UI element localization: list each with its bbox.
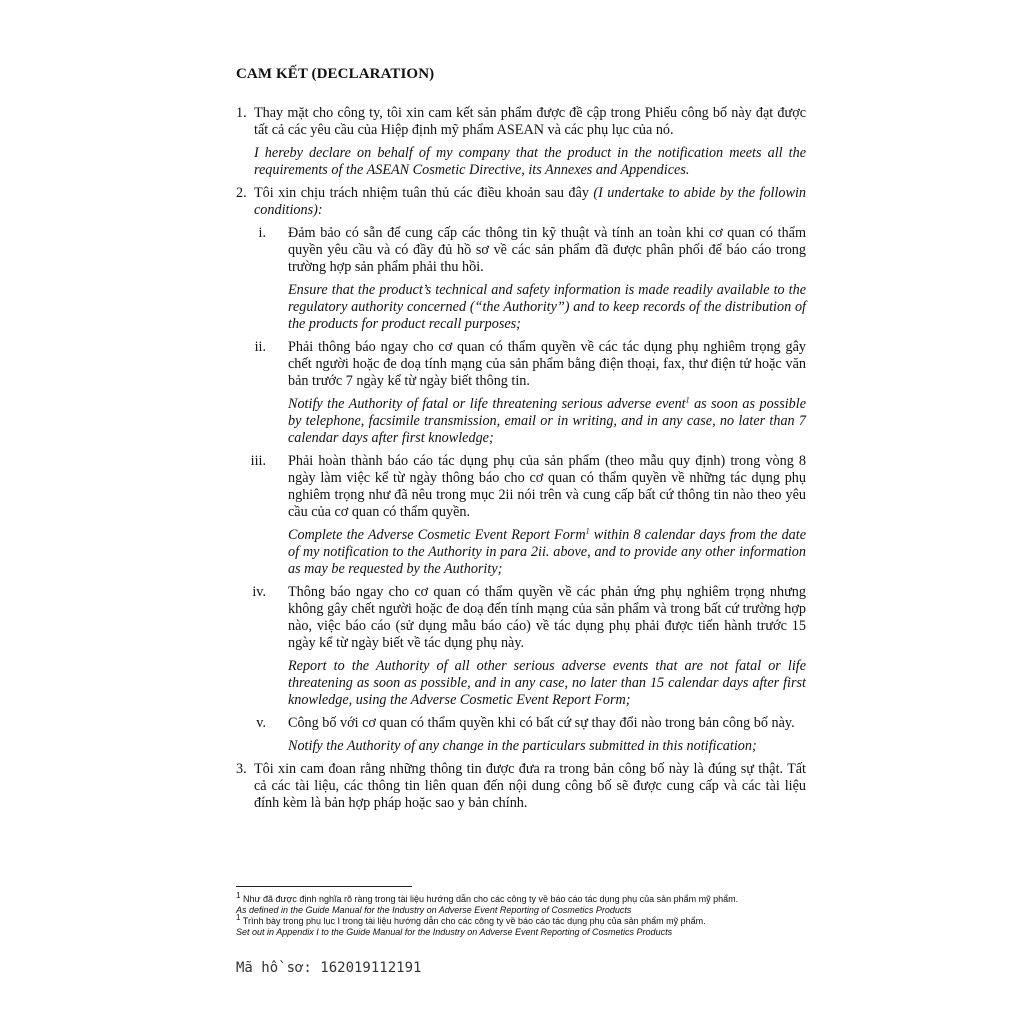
condition-number: iv. (252, 584, 266, 600)
item-number: 1. (236, 105, 247, 121)
condition-text-vi: Thông báo ngay cho cơ quan có thẩm quyền về các phản ứng phụ nghiêm trọng nhưng không gây chết người hoặc đe doạ đến tính mạng của sản phẩm và trong bất cứ trường hợp nào, việc báo cáo (sử dụng mẫu báo cáo) về tác dụng phụ phải được tiến hành trước 15 ngày kể từ ngày biết về tác dụng phụ này. (288, 584, 806, 651)
footnote-mark: 1 (236, 913, 241, 922)
condition-text-vi: Phải hoàn thành báo cáo tác dụng phụ của sản phẩm (theo mẫu quy định) trong vòng 8 ngày làm việc kể từ ngày thông báo cho cơ quan có thẩm quyền về những tác dụng phụ nghiêm trọng như đã nêu trong mục 2ii nói trên và cung cấp bất cứ thông tin nào theo yêu cầu của cơ quan có thẩm quyền. (288, 453, 806, 520)
footnote-1-en: As defined in the Guide Manual for the Industry on Adverse Event Reporting of Cosmetics Products (236, 905, 632, 915)
condition-text-en (288, 396, 806, 447)
footnotes (236, 891, 836, 938)
item-number: 3. (236, 761, 247, 777)
footnote-ref: 1 (685, 395, 690, 405)
item-text-en: I hereby declare on behalf of my company that the product in the notification meets all the requirements of the ASEAN Cosmetic Directive, its Annexes and Appendices. (254, 145, 806, 178)
condition-text-vi: Đảm bảo có sẵn để cung cấp các thông tin kỹ thuật và tính an toàn khi cơ quan có thẩm quyền yêu cầu và có đầy đủ hồ sơ về các sản phẩm đã được phân phối để báo cáo trong trường hợp sản phẩm phải thu hồi. (288, 225, 806, 275)
item-text-vi: Thay mặt cho công ty, tôi xin cam kết sản phẩm được đề cập trong Phiếu công bố này đạt được tất cả các yêu cầu của Hiệp định mỹ phẩm ASEAN và các phụ lục của nó. (254, 105, 806, 138)
condition-text-en-b: as soon as possible by telephone, facsimile transmission, email or in writing, and in any case, no later than 7 calendar days after first knowledge; (288, 396, 806, 446)
condition-i (236, 225, 806, 333)
footnote-2-vi (236, 913, 836, 927)
item-text-vi: Tôi xin chịu trách nhiệm tuân thủ các điều khoản sau đây (254, 185, 589, 201)
condition-v (236, 715, 806, 755)
condition-text-en (288, 527, 806, 578)
declaration-page (236, 66, 806, 812)
item-text-vi: Tôi xin cam đoan rằng những thông tin được đưa ra trong bản công bố này là đúng sự thật. Tất cả các tài liệu, các thông tin liên quan đến nội dung công bố sẽ được cung cấp và các tài liệu đính kèm là bản hợp pháp hoặc sao y bản chính. (254, 761, 806, 811)
condition-text-vi: Công bố với cơ quan có thẩm quyền khi có bất cứ sự thay đổi nào trong bản công bố này. (288, 715, 795, 731)
condition-text-en: Report to the Authority of all other serious adverse events that are not fatal or life threatening as soon as possible, and in any case, no later than 15 calendar days after first knowledge, using the Adverse Cosmetic Event Report Form; (288, 658, 806, 708)
item-number: 2. (236, 185, 247, 201)
footnote-mark: 1 (236, 891, 241, 900)
footnote-2-en: Set out in Appendix I to the Guide Manual for the Industry on Adverse Event Reporting of Cosmetics Products (236, 927, 673, 937)
record-code: Mã hồ sơ: 162019112191 (236, 960, 422, 976)
item-text-en: (I undertake to abide by the followin conditions): (254, 185, 807, 218)
footnote-ref: 1 (585, 526, 590, 536)
condition-text-en-b: within 8 calendar days from the date of my notification to the Authority in para 2ii. above, and to provide any other information as may be requested by the Authority; (288, 527, 806, 577)
condition-text-en-a: Complete the Adverse Cosmetic Event Report Form (288, 527, 586, 543)
declaration-item-3 (236, 761, 806, 812)
footnote-text-vi: Như đã được định nghĩa rõ ràng trong tài liệu hướng dẫn cho các công ty về báo cáo tác dụng phụ của sản phẩm mỹ phẩm. (240, 894, 739, 904)
condition-text-en: Notify the Authority of any change in the particulars submitted in this notification; (288, 738, 757, 754)
condition-number: i. (258, 225, 266, 241)
condition-iii (236, 453, 806, 578)
condition-number: iii. (250, 453, 266, 469)
page-title: CAM KẾT (DECLARATION) (236, 66, 435, 82)
condition-iv (236, 584, 806, 709)
footnote-separator (236, 886, 412, 887)
footnote-1-vi (236, 891, 836, 905)
footnote-text-vi: Trình bày trong phụ lục I trong tài liệu hướng dẫn cho các công ty về báo cáo tác dụng phụ của sản phẩm mỹ phẩm. (240, 916, 706, 926)
item-text (254, 185, 806, 219)
condition-number: ii. (254, 339, 266, 355)
declaration-item-1 (236, 105, 806, 179)
condition-text-en-a: Notify the Authority of fatal or life threatening serious adverse event (288, 396, 686, 412)
condition-number: v. (256, 715, 266, 731)
condition-ii (236, 339, 806, 447)
condition-text-vi: Phải thông báo ngay cho cơ quan có thẩm quyền về các tác dụng phụ nghiêm trọng gây chết người hoặc đe doạ tính mạng của sản phẩm bằng điện thoại, fax, thư điện tử hoặc văn bản trước 7 ngày kể từ ngày biết thông tin. (288, 339, 806, 389)
declaration-item-2 (236, 185, 806, 755)
condition-text-en: Ensure that the product’s technical and safety information is made readily available to the regulatory authority concerned (“the Authority”) and to keep records of the distribution of the products for product recall purposes; (288, 282, 806, 332)
